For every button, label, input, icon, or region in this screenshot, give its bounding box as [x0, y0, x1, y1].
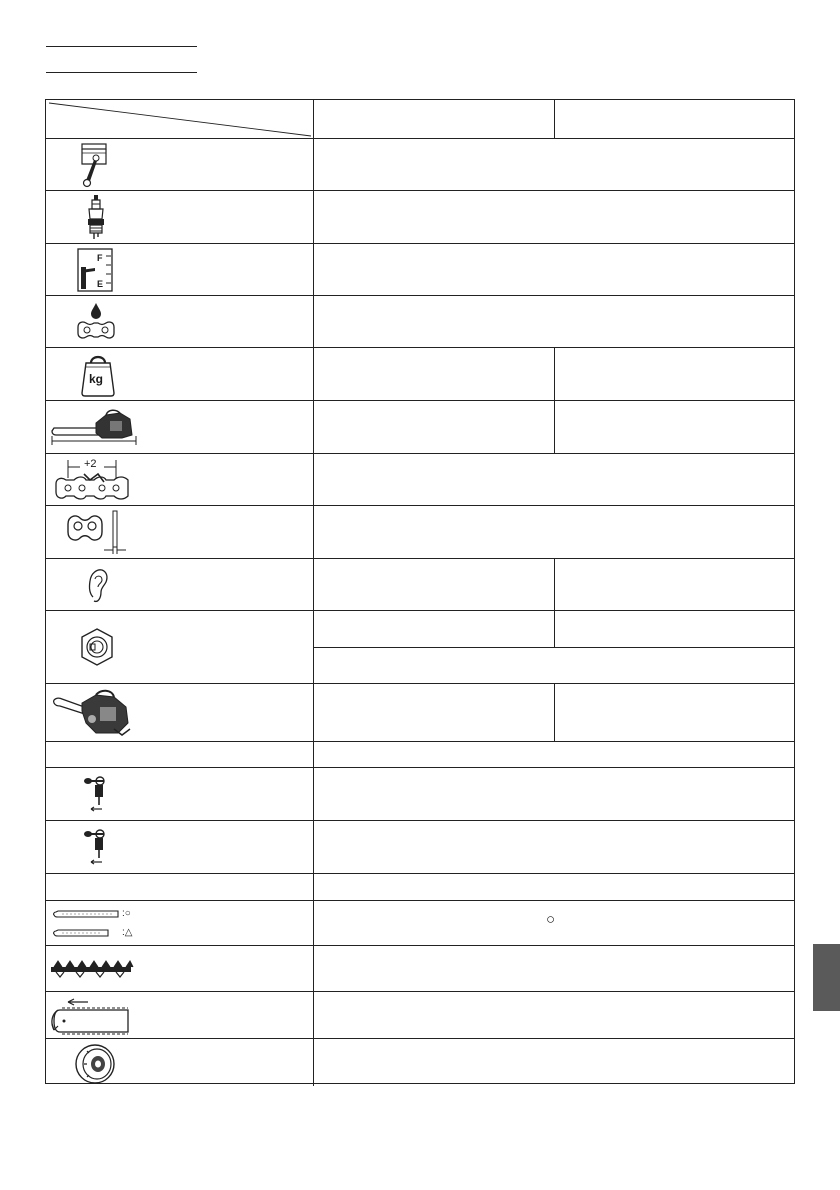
table-row: [46, 190, 794, 244]
sub-row-divider: [313, 647, 794, 648]
gauge-empty-label: E: [97, 279, 104, 289]
vibration-nut-icon: [79, 627, 115, 667]
table-row: [46, 138, 794, 191]
specifications-table: [45, 99, 795, 1084]
header-split: [554, 100, 555, 138]
bar-chain-direction-icon: [48, 996, 132, 1036]
ear-icon: [87, 567, 109, 605]
subtitle-underline: [46, 72, 197, 73]
chain-gauge-icon: [66, 510, 130, 556]
chainsaw-icon: [52, 689, 132, 737]
table-header-row: [46, 100, 794, 138]
guide-bar-icon: [52, 907, 133, 941]
table-row: [46, 820, 794, 874]
legend-circle: :○: [122, 908, 131, 919]
table-row: [46, 741, 794, 768]
table-row: [46, 683, 794, 742]
table-row: [46, 400, 794, 454]
chainsaw-length-icon: [50, 405, 138, 445]
table-row: [46, 558, 794, 611]
table-row: [46, 1038, 794, 1086]
carburetor-screw-icon: [82, 773, 110, 815]
saw-chain-icon: [50, 959, 134, 979]
carburetor-screw-icon: [82, 826, 110, 868]
header-corner-cell: [46, 100, 314, 138]
chain-oil-drop-icon: [75, 300, 117, 344]
chain-pitch-icon: [54, 458, 130, 504]
table-row: [46, 505, 794, 559]
gauge-full-label: F: [97, 253, 103, 263]
table-row: [46, 767, 794, 821]
legend-triangle: :△: [122, 927, 133, 938]
table-row: [46, 243, 794, 296]
table-row: [46, 991, 794, 1039]
weight-icon: [80, 353, 116, 397]
section-tab: [813, 944, 840, 1011]
spark-plug-icon: [85, 195, 107, 241]
weight-unit-label: kg: [89, 372, 104, 386]
table-row: [46, 610, 794, 684]
table-row: [46, 873, 794, 901]
bar-marker: ○: [546, 911, 556, 928]
table-row: [46, 453, 794, 506]
fuel-tank-gauge-icon: [77, 248, 113, 292]
table-row: [46, 295, 794, 348]
sprocket-icon: [73, 1043, 117, 1085]
table-row: [46, 945, 794, 992]
diagonal-line: [46, 100, 313, 138]
title-underline: [46, 46, 197, 47]
table-row: [46, 900, 794, 946]
table-row: [46, 347, 794, 401]
pitch-label: +2: [84, 458, 97, 470]
piston-icon: [76, 142, 114, 188]
